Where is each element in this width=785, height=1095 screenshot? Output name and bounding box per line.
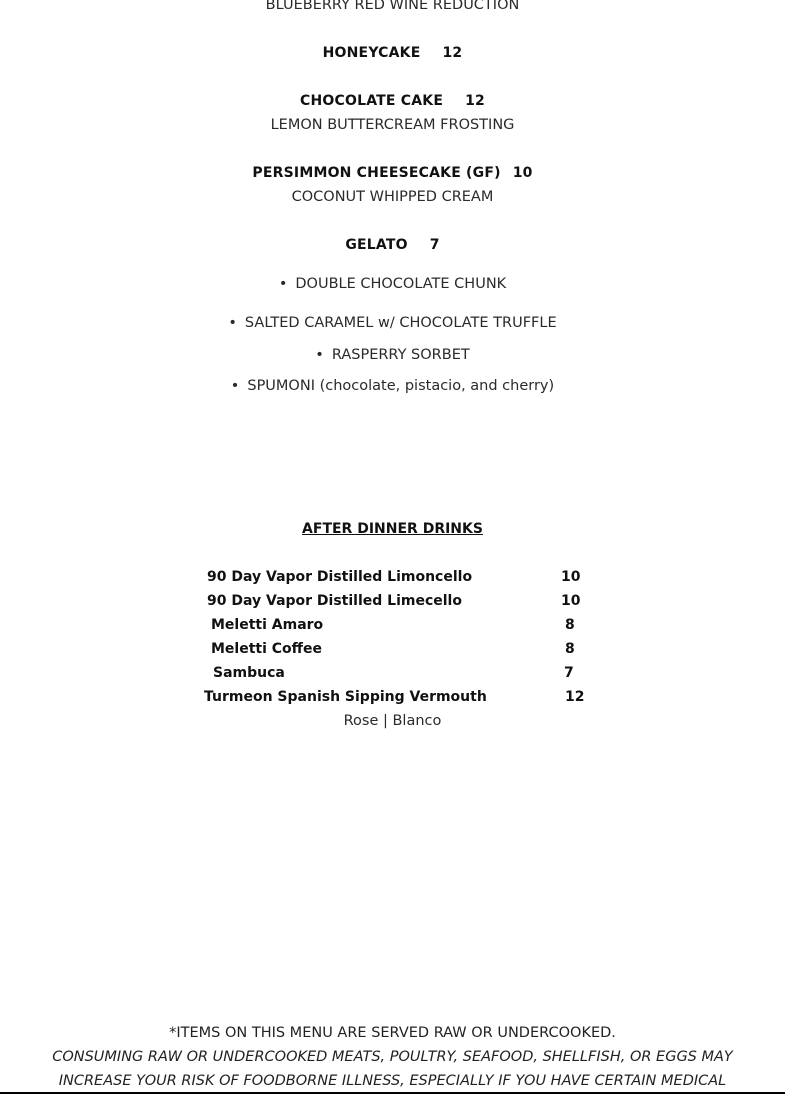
- drink-name: Meletti Coffee: [211, 641, 323, 657]
- menu-item-persimmon-cheesecake: [0, 163, 785, 183]
- menu-item-gelato: [0, 235, 785, 255]
- flavor-label: RASPERRY SORBET: [331, 347, 470, 363]
- gelato-flavor-item: [0, 274, 785, 294]
- drink-name: Sambuca: [213, 665, 285, 681]
- drink-row: [207, 591, 587, 611]
- drink-price: 12: [565, 689, 585, 705]
- drink-row: [207, 567, 587, 587]
- drink-row: [213, 663, 593, 683]
- drink-name: Meletti Amaro: [211, 617, 324, 633]
- drink-name: Turmeon Spanish Sipping Vermouth: [204, 689, 487, 705]
- bullet-icon: •: [228, 315, 237, 331]
- blueberry-reduction-description: BLUEBERRY RED WINE REDUCTION: [265, 0, 520, 13]
- gelato-flavor-item: [0, 313, 785, 333]
- flavor-label: SALTED CARAMEL w/ CHOCOLATE TRUFFLE: [244, 315, 557, 331]
- item-price: 12: [442, 45, 463, 61]
- chocolate-cake-description: LEMON BUTTERCREAM FROSTING: [270, 117, 515, 133]
- drink-price: 10: [561, 569, 581, 585]
- gelato-flavor-item: [0, 345, 785, 365]
- drink-price: 7: [564, 665, 574, 681]
- menu-item-chocolate-cake: [0, 91, 785, 111]
- consumption-warning-line-1: CONSUMING RAW OR UNDERCOOKED MEATS, POULTRY, SEAFOOD, SHELLFISH, OR EGGS MAY: [52, 1049, 733, 1065]
- vermouth-options: Rose | Blanco: [343, 713, 442, 729]
- drink-price: 8: [565, 641, 575, 657]
- item-name: PERSIMMON CHEESECAKE (GF): [252, 165, 501, 181]
- item-name: CHOCOLATE CAKE: [300, 93, 444, 109]
- drink-row: [204, 687, 594, 707]
- item-price: 7: [429, 237, 440, 253]
- flavor-label: DOUBLE CHOCOLATE CHUNK: [295, 276, 507, 292]
- consumption-warning-line-2: INCREASE YOUR RISK OF FOODBORNE ILLNESS, ESPECIALLY IF YOU HAVE CERTAIN MEDICAL: [58, 1073, 727, 1089]
- drink-row: [211, 615, 591, 635]
- bottom-divider: [0, 1092, 785, 1094]
- bullet-icon: •: [230, 378, 240, 394]
- drink-price: 8: [565, 617, 575, 633]
- gelato-flavor-item: [0, 376, 785, 396]
- item-price: 10: [512, 165, 533, 181]
- bullet-icon: •: [278, 276, 288, 292]
- section-title-after-dinner-drinks: AFTER DINNER DRINKS: [302, 521, 483, 537]
- menu-item-honeycake: [0, 43, 785, 63]
- flavor-label: SPUMONI (chocolate, pistacio, and cherry): [247, 378, 555, 394]
- drink-name: 90 Day Vapor Distilled Limecello: [207, 593, 462, 609]
- drink-row: [211, 639, 591, 659]
- bullet-icon: •: [315, 347, 324, 363]
- raw-food-notice: *ITEMS ON THIS MENU ARE SERVED RAW OR UNDERCOOKED.: [169, 1025, 616, 1041]
- persimmon-cheesecake-description: COCONUT WHIPPED CREAM: [291, 189, 494, 205]
- drink-name: 90 Day Vapor Distilled Limoncello: [207, 569, 473, 585]
- item-name: GELATO: [345, 237, 408, 253]
- item-name: HONEYCAKE: [322, 45, 421, 61]
- drink-price: 10: [561, 593, 581, 609]
- item-price: 12: [465, 93, 485, 109]
